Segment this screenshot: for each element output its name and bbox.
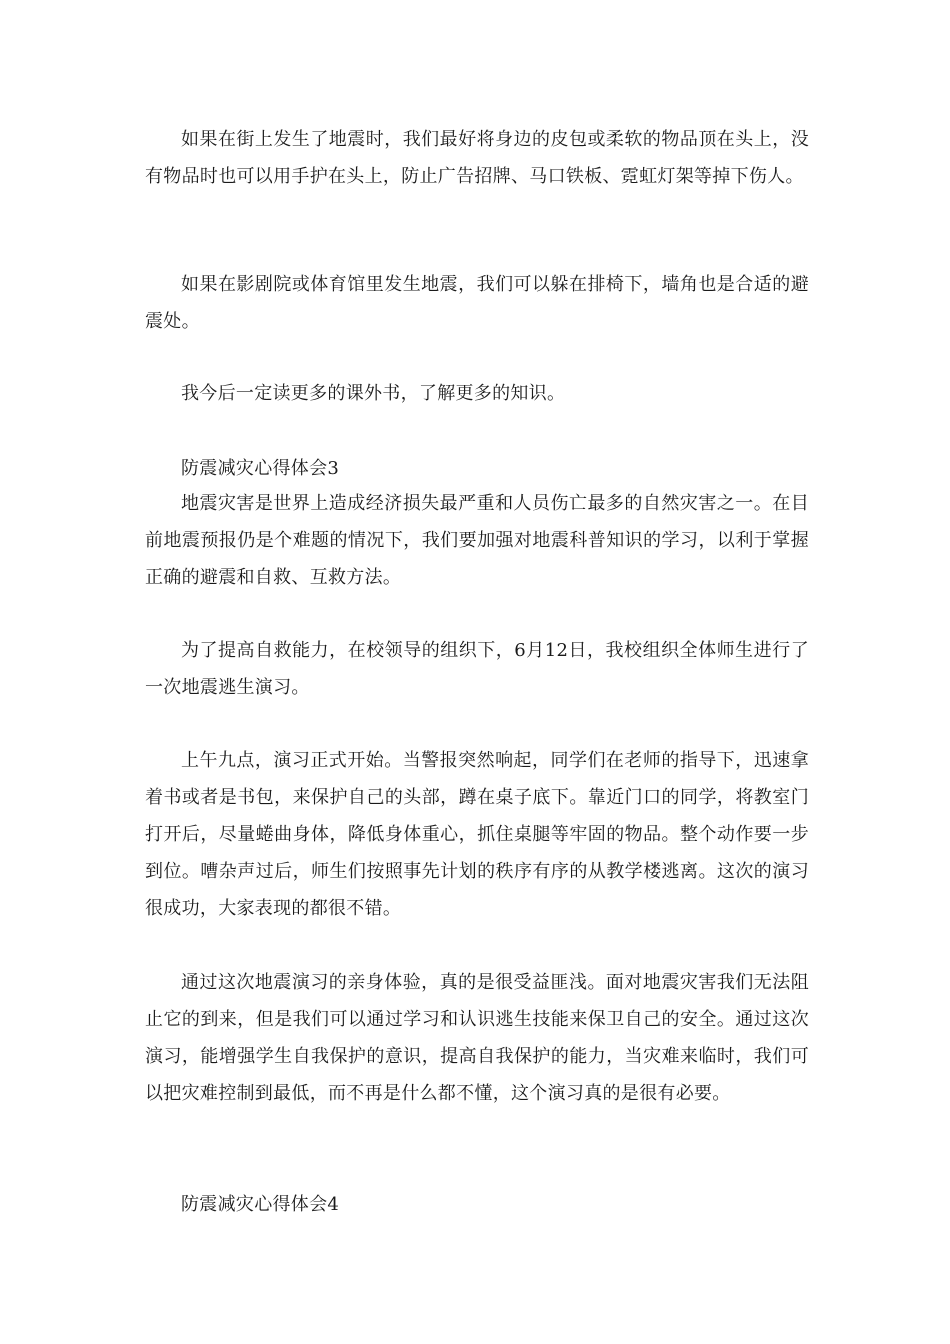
paragraph-drill-reflection: 通过这次地震演习的亲身体验，真的是很受益匪浅。面对地震灾害我们无法阻止它的到来，但是我们可以通过学习和认识逃生技能来保卫自己的安全。通过这次演习，能增强学生自我保护的意识，提高自我保护的能力，当灾难来临时，我们可以把灾难控制到最低，而不再是什么都不懂，这个演习真的是很有必要。 (145, 972, 809, 1104)
section-heading-4: 防震减灾心得体会4 (181, 1194, 340, 1215)
paragraph-street-earthquake: 如果在街上发生了地震时，我们最好将身边的皮包或柔软的物品顶在头上，没有物品时也可以用手护在头上，防止广告招牌、马口铁板、霓虹灯架等掉下伤人。 (145, 129, 809, 187)
paragraph-read-more: 我今后一定读更多的课外书，了解更多的知识。 (181, 383, 566, 404)
section-heading-3: 防震减灾心得体会3 (181, 458, 340, 479)
paragraph-drill-intro: 为了提高自救能力，在校领导的组织下，6月12日，我校组织全体师生进行了一次地震逃生演习。 (145, 640, 809, 698)
paragraph-drill-process: 上午九点，演习正式开始。当警报突然响起，同学们在老师的指导下，迅速拿着书或者是书包，来保护自己的头部，蹲在桌子底下。靠近门口的同学，将教室门打开后，尽量蜷曲身体，降低身体重心，抓住桌腿等牢固的物品。整个动作要一步到位。嘈杂声过后，师生们按照事先计划的秩序有序的从教学楼逃离。这次的演习很成功，大家表现的都很不错。 (145, 750, 809, 919)
paragraph-earthquake-disaster: 地震灾害是世界上造成经济损失最严重和人员伤亡最多的自然灾害之一。在目前地震预报仍是个难题的情况下，我们要加强对地震科普知识的学习，以利于掌握正确的避震和自救、互救方法。 (145, 493, 809, 588)
paragraph-theater-earthquake: 如果在影剧院或体育馆里发生地震，我们可以躲在排椅下，墙角也是合适的避震处。 (145, 274, 809, 332)
